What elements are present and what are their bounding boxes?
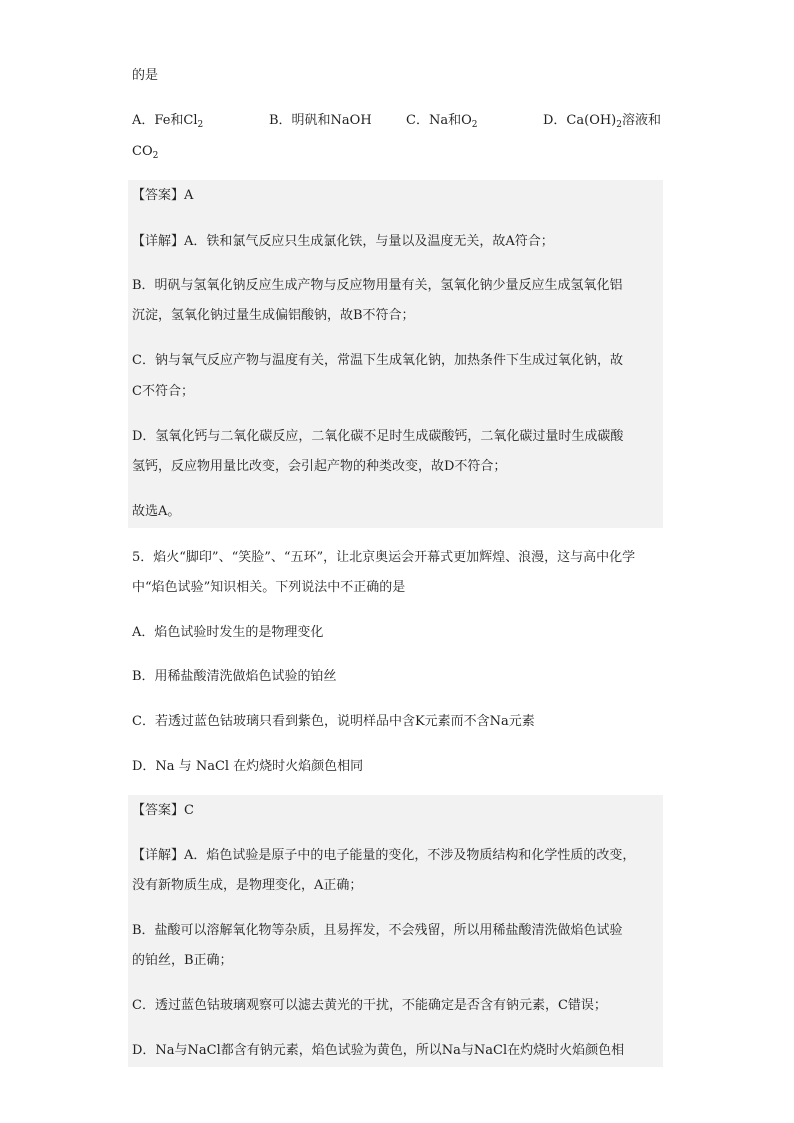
q4-detail-line: B．明矾与氢氧化钠反应生成产物与反应物用量有关，氢氧化钠少量反应生成氢氧化铝 xyxy=(132,278,623,293)
q5-detail-line: D．Na与NaCl都含有钠元素，焰色试验为黄色，所以Na与NaCl在灼烧时火焰颜色相 xyxy=(132,1043,625,1058)
q5-stem-line: 中“焰色试验”知识相关。下列说法中不正确的是 xyxy=(132,580,406,595)
q5-option-a: A．焰色试验时发生的是物理变化 xyxy=(132,625,324,640)
q4-detail-line: 【详解】A．铁和氯气反应只生成氯化铁，与量以及温度无关，故A符合； xyxy=(132,234,554,249)
q4-option-b: B．明矾和NaOH xyxy=(269,113,372,128)
q5-option-b: B．用稀盐酸清洗做焰色试验的铂丝 xyxy=(132,669,337,684)
q5-answer: 【答案】C xyxy=(132,803,194,818)
q5-option-c: C．若透过蓝色钴玻璃只看到紫色，说明样品中含K元素而不含Na元素 xyxy=(132,714,535,729)
q4-detail-line: C不符合； xyxy=(132,384,194,399)
q5-detail-line: 的铂丝，B正确； xyxy=(132,953,233,968)
q5-option-d: D．Na 与 NaCl 在灼烧时火焰颜色相同 xyxy=(132,759,364,774)
q5-detail-line: 【详解】A．焰色试验是原子中的电子能量的变化，不涉及物质结构和化学性质的改变， xyxy=(132,848,636,863)
q4-option-d: D．$Ca(OH)_2$溶液和 xyxy=(543,113,662,130)
q4-detail-line: 氢钙，反应物用量比改变，会引起产物的种类改变，故D不符合； xyxy=(132,459,507,474)
q4-option-d-continued: $CO_2$ xyxy=(132,144,159,161)
q4-answer: 【答案】A xyxy=(132,188,194,203)
q5-detail-line: B．盐酸可以溶解氧化物等杂质，且易挥发，不会残留，所以用稀盐酸清洗做焰色试验 xyxy=(132,923,623,938)
q4-option-a: A．Fe和$Cl_2$ xyxy=(132,113,204,130)
q5-detail-line: C．透过蓝色钴玻璃观察可以滤去黄光的干扰，不能确定是否含有钠元素，C错误； xyxy=(132,998,607,1013)
q5-detail-line: 没有新物质生成，是物理变化，A正确； xyxy=(132,878,363,893)
q4-conclusion: 故选A。 xyxy=(132,504,181,519)
q4-option-c: C．Na和$O_2$ xyxy=(406,113,478,130)
q4-detail-line: 沉淀，氢氧化钠过量生成偏铝酸钠，故B不符合； xyxy=(132,308,415,323)
q4-stem-end: 的是 xyxy=(132,68,159,83)
q4-detail-line: D．氢氧化钙与二氧化碳反应，二氧化碳不足时生成碳酸钙，二氧化碳过量时生成碳酸 xyxy=(132,429,624,444)
q5-stem-line: 5．焰火“脚印”、“笑脸”、“五环”，让北京奥运会开幕式更加辉煌、浪漫，这与高中化学 xyxy=(132,550,636,565)
q4-detail-line: C．钠与氧气反应产物与温度有关，常温下生成氧化钠，加热条件下生成过氧化钠，故 xyxy=(132,353,623,368)
